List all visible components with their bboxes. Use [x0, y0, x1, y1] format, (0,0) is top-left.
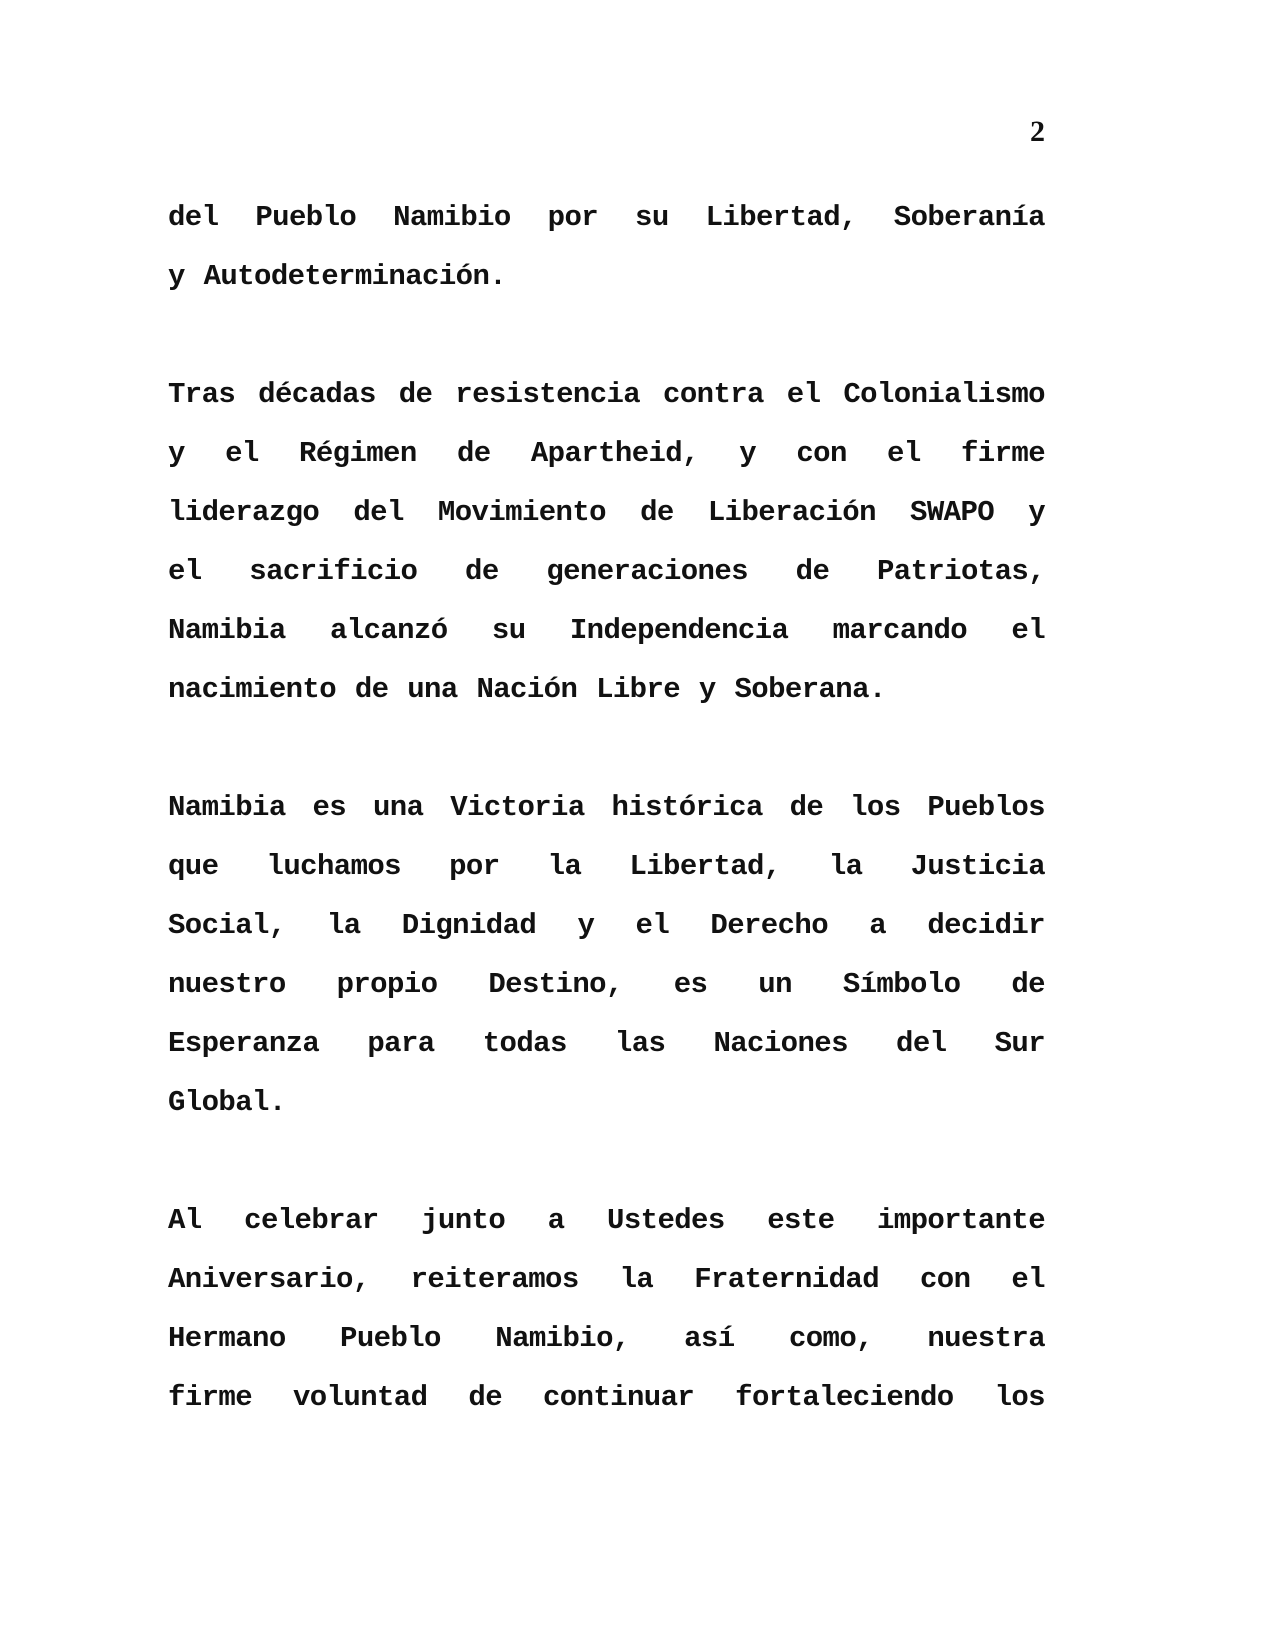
paragraph-4	[168, 1199, 1045, 1435]
text-line: y Autodeterminación.	[168, 260, 507, 293]
text-line: Esperanza para todas las Naciones del Sur	[168, 1027, 1045, 1060]
text-line: liderazgo del Movimiento de Liberación SWAPO y	[168, 496, 1045, 529]
text-line: y el Régimen de Apartheid, y con el firme	[168, 437, 1045, 470]
text-line: del Pueblo Namibio por su Libertad, Soberanía	[168, 201, 1045, 234]
paragraph-2	[168, 373, 1045, 727]
text-line: Tras décadas de resistencia contra el Colonialismo	[168, 378, 1045, 411]
text-line: Aniversario, reiteramos la Fraternidad con el	[168, 1263, 1045, 1296]
text-line: Hermano Pueblo Namibio, así como, nuestra	[168, 1322, 1045, 1355]
text-line: firme voluntad de continuar fortaleciendo los	[168, 1381, 1045, 1414]
text-line: que luchamos por la Libertad, la Justicia	[168, 850, 1045, 883]
text-line: Namibia alcanzó su Independencia marcando el	[168, 614, 1045, 647]
text-line: el sacrificio de generaciones de Patriotas,	[168, 555, 1045, 588]
document-body	[168, 196, 1045, 1494]
text-line: Namibia es una Victoria histórica de los Pueblos	[168, 791, 1045, 824]
text-line: nuestro propio Destino, es un Símbolo de	[168, 968, 1045, 1001]
text-line: Social, la Dignidad y el Derecho a decidir	[168, 909, 1045, 942]
text-line: Al celebrar junto a Ustedes este importante	[168, 1204, 1045, 1237]
paragraph-1	[168, 196, 1045, 314]
page-number: 2	[1030, 115, 1045, 148]
paragraph-3	[168, 786, 1045, 1140]
text-line: nacimiento de una Nación Libre y Soberana.	[168, 673, 886, 706]
text-line: Global.	[168, 1086, 286, 1119]
